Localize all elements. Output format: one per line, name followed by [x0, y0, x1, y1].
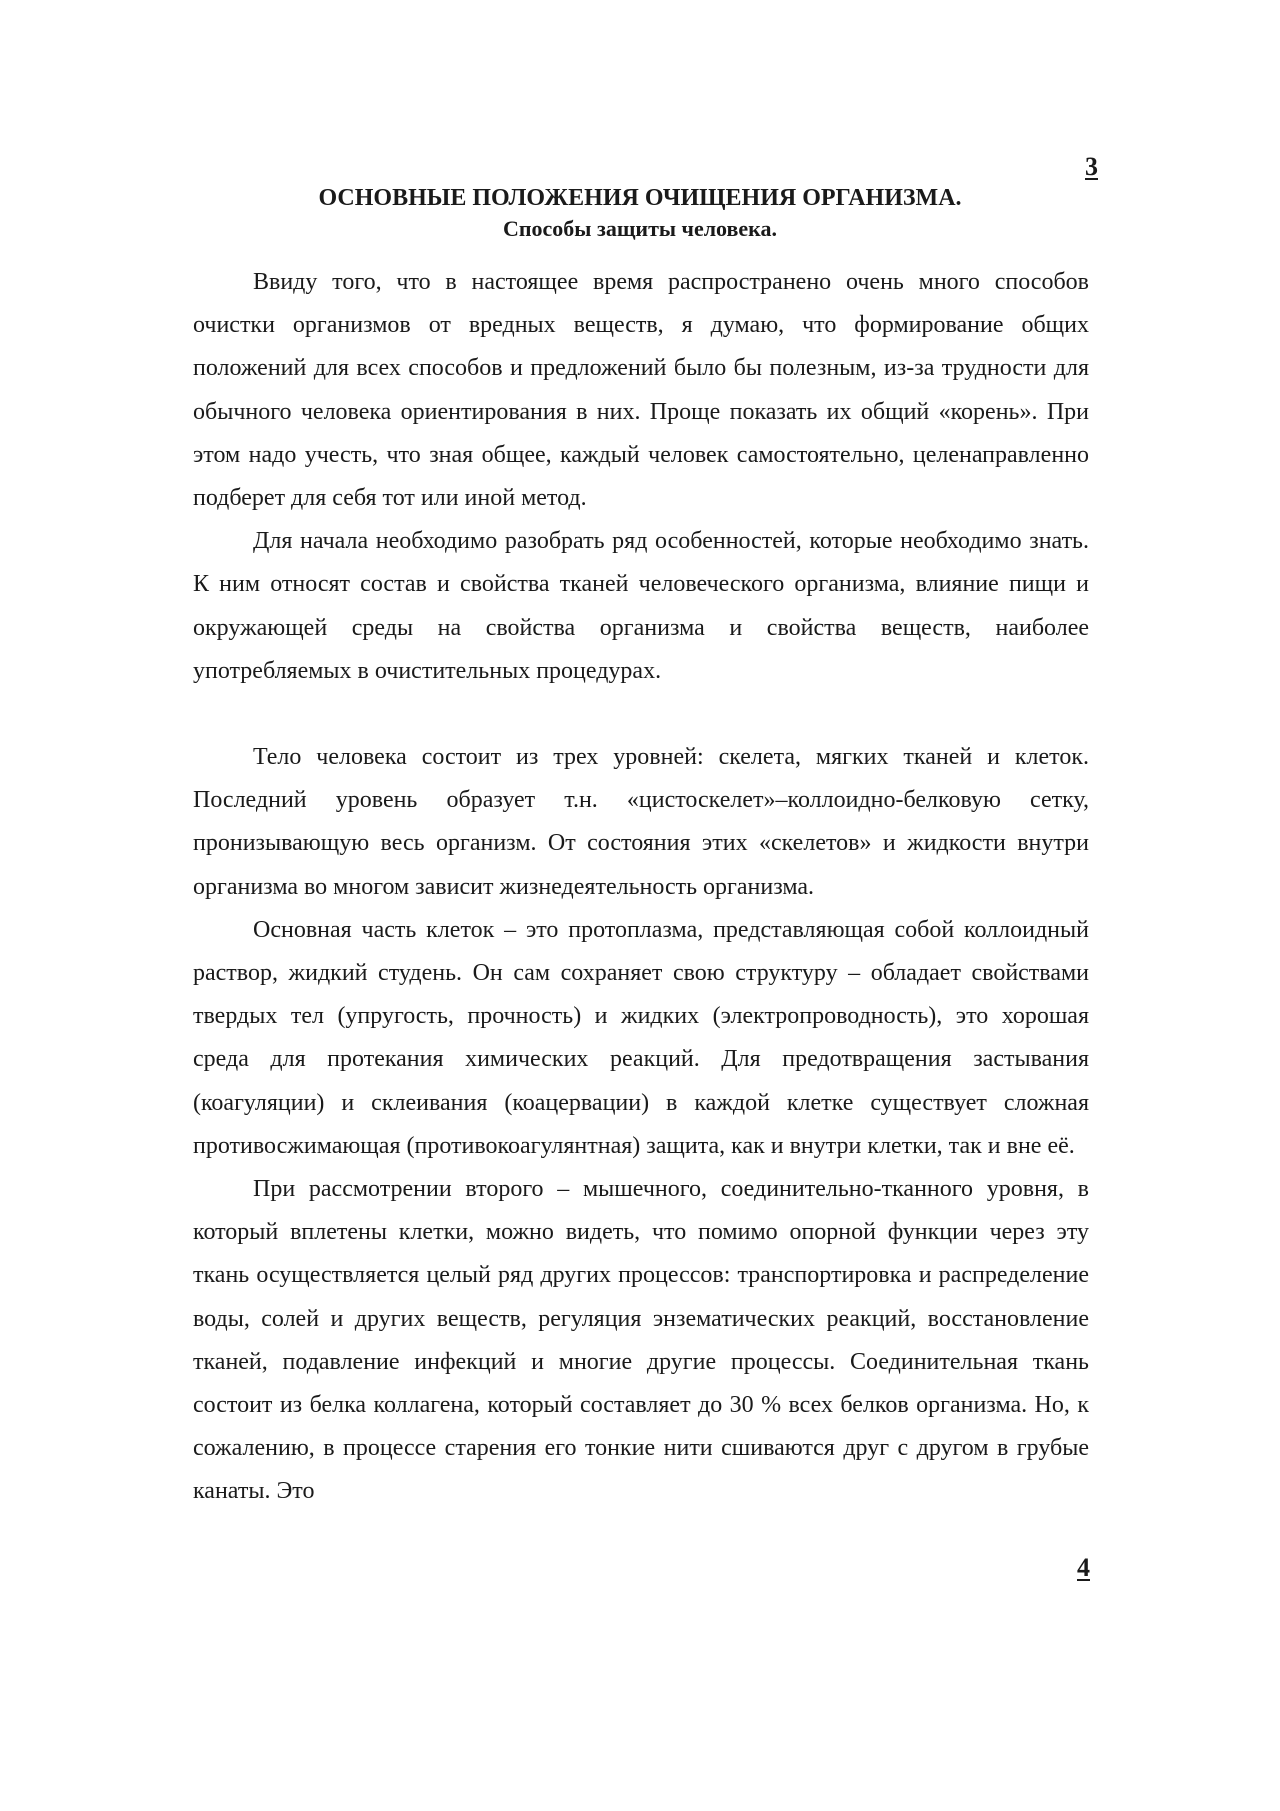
paragraph-1: Ввиду того, что в настоящее время распространено очень много способов очистки организмов от вредных веществ, я думаю, что формирование общих положений для всех способов и предложений было бы полезным, из-за трудности для обычного человека ориентирования в них. Проще показать их общий «корень». При этом надо учесть, что зная общее, каждый человек самостоятельно, целенаправленно подберет для себя тот или иной метод.	[193, 269, 1089, 512]
page-number-top: 3	[1085, 152, 1098, 181]
paragraph-5: При рассмотрении второго – мышечного, соединительно-тканного уровня, в который вплетены клетки, можно видеть, что помимо опорной функции через эту ткань осуществляется целый ряд других процессов: транспортировка и распределение воды, солей и других веществ, регуляция энзематических реакций, восстановление тканей, подавление инфекций и многие другие процессы. Соединительная ткань состоит из белка коллагена, который составляет до 30 % всех белков организма. Но, к сожалению, в процессе старения его тонкие нити сшиваются друг с другом в грубые канаты. Это	[193, 1176, 1089, 1505]
paragraph-4: Основная часть клеток – это протоплазма, представляющая собой коллоидный раствор, жидкий студень. Он сам сохраняет свою структуру – обладает свойствами твердых тел (упругость, прочность) и жидких (электропроводность), это хорошая среда для протекания химических реакций. Для предотвращения застывания (коагуляции) и склеивания (коацервации) в каждой клетке существует сложная противосжимающая (противокоагулянтная) защита, как и внутри клетки, так и вне её.	[193, 916, 1089, 1159]
document-title: ОСНОВНЫЕ ПОЛОЖЕНИЯ ОЧИЩЕНИЯ ОРГАНИЗМА.	[318, 185, 962, 211]
document-subtitle: Способы защиты человека.	[502, 216, 778, 241]
paragraph-3: Тело человека состоит из трех уровней: скелета, мягких тканей и клеток. Последний уровень образует т.н. «цистоскелет»–коллоидно-белковую сетку, пронизывающую весь организм. От состояния этих «скелетов» и жидкости внутри организма во многом зависит жизнедеятельность организма.	[193, 744, 1089, 900]
document-heading	[190, 182, 1090, 244]
document-body	[193, 261, 1089, 1514]
paragraph-2: Для начала необходимо разобрать ряд особенностей, которые необходимо знать. К ним относят состав и свойства тканей человеческого организма, влияние пищи и окружающей среды на свойства организма и свойства веществ, наиболее употребляемых в очистительных процедурах.	[193, 528, 1089, 684]
page-number-bottom: 4	[1077, 1553, 1090, 1582]
